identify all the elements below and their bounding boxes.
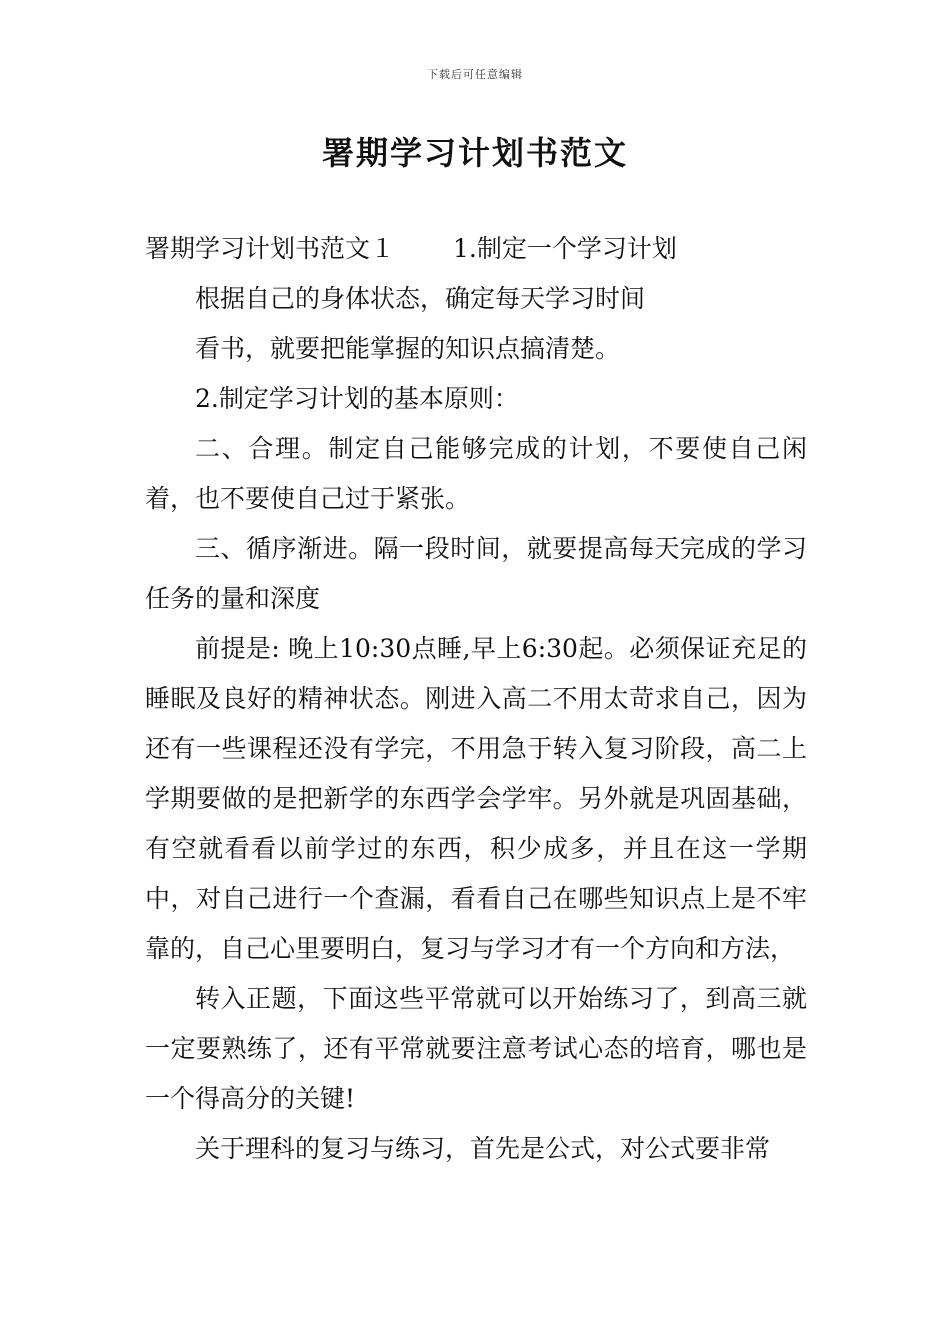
paragraph-7: 转入正题，下面这些平常就可以开始练习了，到高三就一定要熟练了，还有平常就要注意考试心态的培育，哪也是一个得高分的关键! [145,984,807,1113]
intro-heading: 署期学习计划书范文１ [145,234,396,263]
document-title: 署期学习计划书范文 [321,134,628,172]
document-body [145,224,807,1174]
paragraph-2: 看书，就要把能掌握的知识点搞清楚。 [195,334,621,363]
header-note: 下载后可任意编辑 [427,68,523,81]
paragraph-6: 前提是: 晚上10:30点睡,早上6:30起。必须保证充足的睡眠及良好的精神状态。刚进入高二不用太苛求自己，因为还有一些课程还没有学完，不用急于转入复习阶段，高二上学期要做的是把新学的东西学会学牢。另外就是巩固基础，有空就看看以前学过的东西，积少成多，并且在这一学期中，对自己进行一个查漏，看看自己在哪些知识点上是不牢靠的，自己心里要明白，复习与学习才有一个方向和方法， [145,634,807,963]
paragraph-8: 关于理科的复习与练习，首先是公式，对公式要非常 [195,1134,771,1163]
paragraph-5: 三、循序渐进。隔一段时间，就要提高每天完成的学习任务的量和深度 [145,534,807,613]
intro-item: 1.制定一个学习计划 [453,234,677,263]
paragraph-3: 2.制定学习计划的基本原则： [195,384,519,413]
paragraph-1: 根据自己的身体状态，确定每天学习时间 [195,284,646,313]
intro-line [145,224,807,274]
paragraph-4: 二、合理。制定自己能够完成的计划，不要使自己闲着，也不要使自己过于紧张。 [145,434,807,513]
